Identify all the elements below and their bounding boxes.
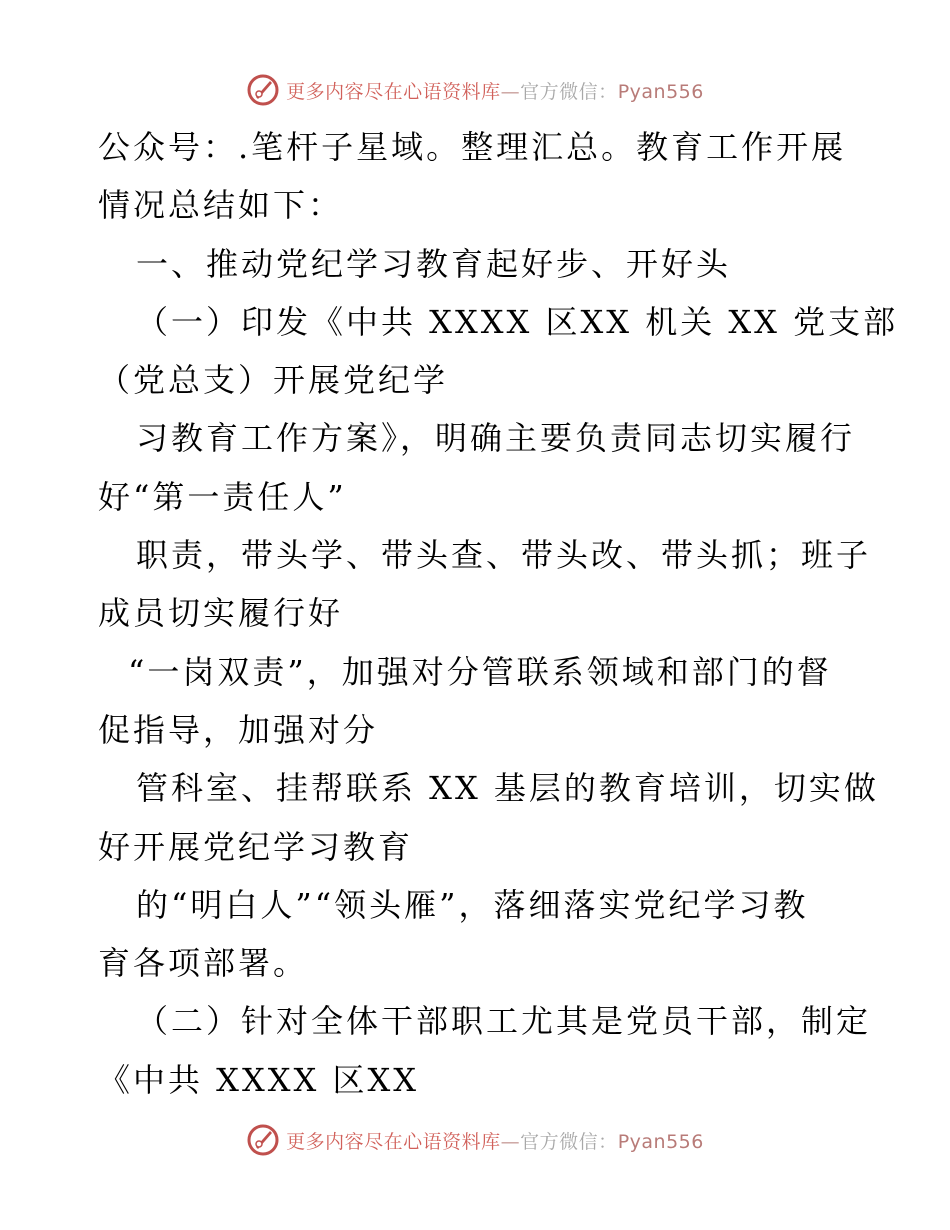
text-line: 《中共 XXXX 区XX (98, 1060, 420, 1099)
text-line: 情况总结如下： (98, 186, 344, 225)
watermark-text (286, 77, 704, 104)
watermark-banner-top (0, 70, 950, 110)
text-line: 好开展党纪学习教育 (98, 827, 414, 866)
watermark-dash: — (500, 80, 521, 103)
text-line: “一岗双责”，加强对分管联系领域和部门的督 (128, 652, 832, 691)
watermark-dash: — (500, 1130, 521, 1153)
text-line: （党总支）开展党纪学 (98, 361, 449, 400)
document-body (98, 118, 899, 1109)
text-line: 的“明白人”“领头雁”，落细落实党纪学习教 (136, 885, 809, 924)
text-line: 促指导，加强对分 (98, 710, 379, 749)
text-line: 好“第一责任人” (98, 477, 347, 516)
quill-logo-icon (246, 73, 280, 107)
text-line: （二）针对全体干部职工尤其是党员干部，制定 (136, 1002, 872, 1041)
watermark-wechat-label: 官方微信： (520, 80, 618, 103)
watermark-site-text: 更多内容尽在心语资料库 (286, 80, 501, 103)
watermark-site-text: 更多内容尽在心语资料库 (286, 1130, 501, 1153)
section-heading: 一、推动党纪学习教育起好步、开好头 (136, 244, 732, 283)
quill-logo-icon (246, 1123, 280, 1157)
text-line: （一）印发《中共 XXXX 区XX 机关 XX 党支部 (136, 302, 899, 341)
text-line: 公众号：.笔杆子星域。整理汇总。教育工作开展 (98, 128, 847, 166)
text-line: 习教育工作方案》，明确主要负责同志切实履行 (136, 419, 856, 458)
watermark-wechat-label: 官方微信： (520, 1130, 618, 1153)
text-line: 职责，带头学、带头查、带头改、带头抓；班子 (136, 536, 872, 575)
watermark-text (286, 1127, 704, 1154)
watermark-wechat-id: Pyan556 (617, 1130, 704, 1153)
watermark-wechat-id: Pyan556 (617, 80, 704, 103)
text-line: 管科室、挂帮联系 XX 基层的教育培训，切实做 (136, 769, 879, 808)
text-line: 成员切实履行好 (98, 594, 344, 633)
watermark-banner-bottom (0, 1120, 950, 1160)
text-line: 育各项部署。 (98, 944, 309, 983)
